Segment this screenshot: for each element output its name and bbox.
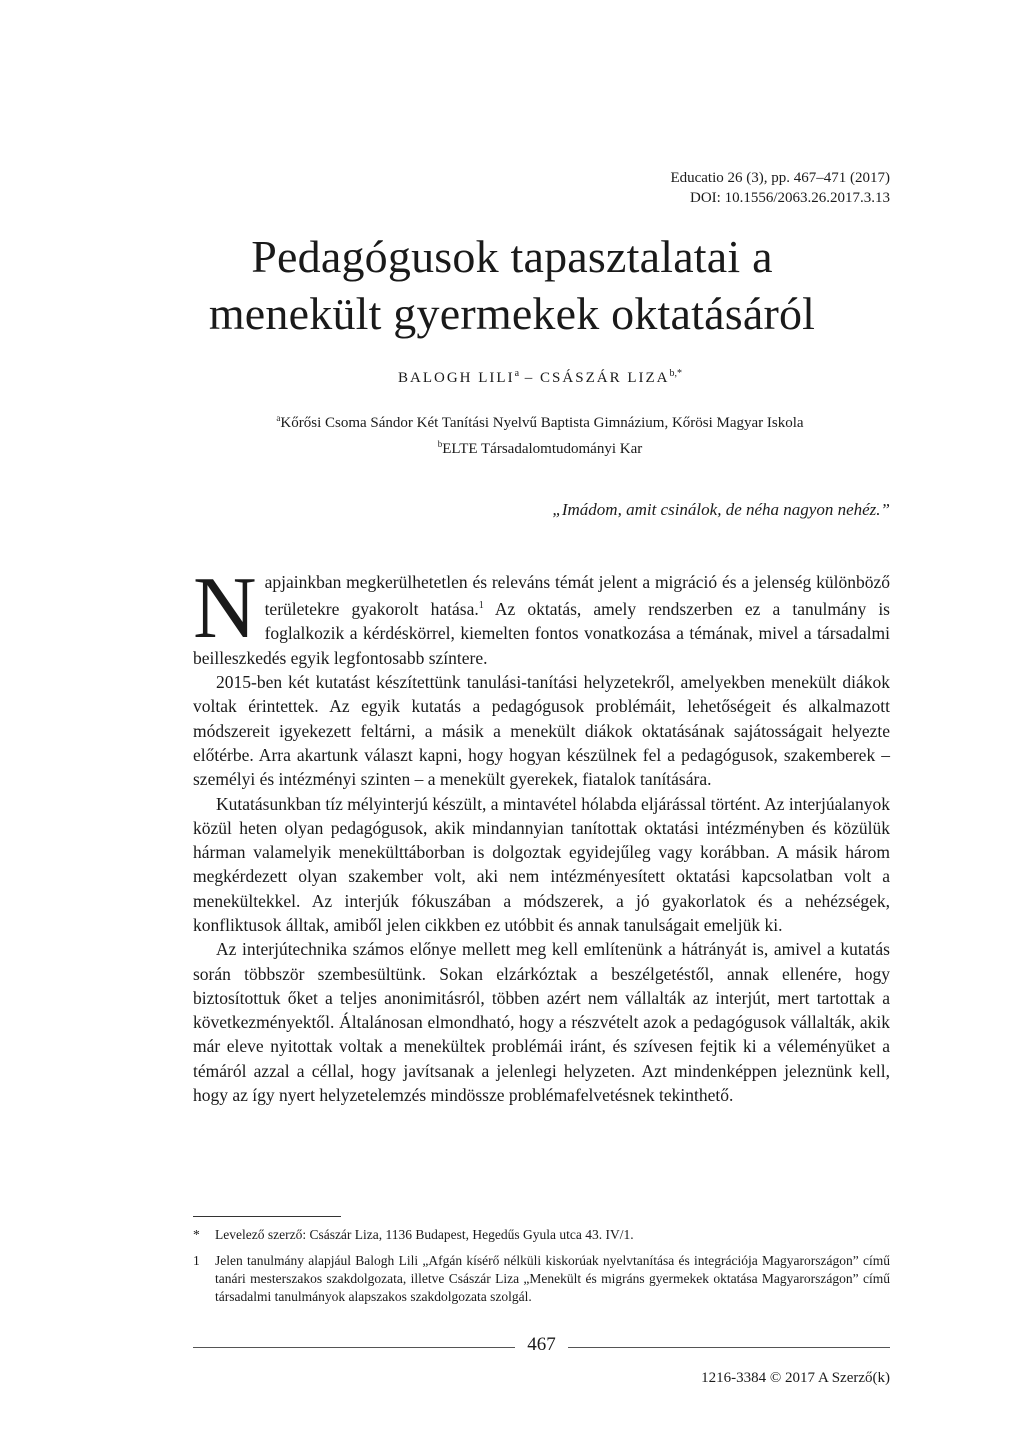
article-title-line-2: menekült gyermekek oktatásáról (208, 288, 816, 339)
affiliation-mark: a (276, 413, 281, 423)
body-paragraph: 2015-ben két kutatást készítettünk tanulási-tanítási helyzetekről, amelyekben menekült diákok voltak érintettek. Az egyik kutatás a pedagógusok problémáit, lehetőségeit és alkalmazott módszereit igyekezett feltárni, a másik a menekült diákok oktatásának sajátosságait helyezte előtérbe. Arra akartunk választ kapni, hogy hogyan készülnek fel a pedagógusok, szakemberek – személyi és intézményi szinten – a menekült gyerekek, fiatalok tanítására. (193, 672, 890, 790)
epigraph: „Imádom, amit csinálok, de néha nagyon nehéz.” (552, 500, 890, 519)
affiliation (0, 434, 1024, 460)
journal-header (670, 168, 890, 208)
body-paragraph: Kutatásunkban tíz mélyinterjú készült, a mintavétel hólabda eljárással történt. Az interjúalanyok közül heten olyan pedagógusok, akik mindannyian tanítottak oktatási intézményben és közülük hárman valamelyik menekülttáborban is dolgoztak egyidejűleg vagy korábban. A másik három megkérdezett olyan szakember volt, aki nem intézményesített oktatási kapcsolatban volt a menekültekkel. Az interjúk fókuszában a módszerek, a jó gyakorlatok és a nehézségek, konfliktusok álltak, amiből jelen cikkben ez utóbbit és annak tanulságait emeljük ki. (193, 793, 890, 935)
author-separator: – (519, 370, 541, 386)
article-body (193, 560, 890, 1107)
author-name: BALOGH LILI (398, 370, 515, 386)
drop-cap: N (193, 560, 257, 657)
journal-doi: DOI: 10.1556/2063.26.2017.3.13 (690, 190, 890, 206)
author-list (0, 368, 1024, 387)
page-number: 467 (527, 1334, 556, 1355)
author-affiliation-mark: a (514, 368, 520, 379)
affiliation-text: ELTE Társadalomtudományi Kar (442, 441, 643, 457)
affiliation-text: Kőrősi Csoma Sándor Két Tanítási Nyelvű Baptista Gimnázium, Kőrösi Magyar Iskola (280, 415, 804, 431)
footer-rule-left (193, 1347, 515, 1348)
journal-citation: Educatio 26 (3), pp. 467–471 (2017) (670, 170, 890, 186)
footnote-mark: * (193, 1227, 200, 1242)
footnote-divider (193, 1216, 341, 1217)
body-paragraph: Az interjútechnika számos előnye mellett meg kell említenünk a hátrányát is, amivel a kutatás során többször szembesültünk. Sokan elzárkóztak a beszélgetéstől, annak ellenére, hogy biztosítottuk őket a teljes anonimitásról, többen azért nem vállalták az interjút, mert tartottak a következményektől. Általánosan elmondható, hogy a részvételt azok a pedagógusok vállalták, akik már eleve nyitottak voltak a menekültek problémái iránt, és szívesen fejtik ki a véleményüket a témáról azzal a céllal, hogy javítsanak a jelenlegi helyzeten. Azt mindenképpen jeleznünk kell, hogy az így nyert helyzetelemzés mindössze problémafelvetésnek tekinthető. (193, 939, 890, 1106)
footnote-mark: 1 (193, 1253, 200, 1268)
footnote-text: Levelező szerző: Császár Liza, 1136 Budapest, Hegedűs Gyula utca 43. IV/1. (215, 1227, 634, 1242)
footnote-text: Jelen tanulmány alapjául Balogh Lili „Afgán kísérő nélküli kiskorúak nyelvtanítása és integrációja Magyarországon” című tanári mesterszakos szakdolgozata, illetve Császár Liza „Menekült és migráns gyermekek oktatása Magyarországon” című társadalmi tanulmányok alapszakos szakdolgozata szolgál. (215, 1253, 890, 1304)
paragraph-text: apjainkban megkerülhetetlen és releváns témát jelent a migráció és a jelenség különböző területekre gyakorolt hatása. (264, 572, 890, 620)
footnote-reference[interactable]: 1 (478, 600, 484, 612)
copyright-notice: 1216-3384 © 2017 A Szerző(k) (701, 1370, 890, 1386)
affiliations (0, 408, 1024, 460)
article-title-line-1: Pedagógusok tapasztalatai a (251, 231, 773, 282)
footer-rule-right (568, 1347, 890, 1348)
page-footer (193, 1334, 890, 1364)
author-name: CSÁSZÁR LIZA (540, 370, 670, 386)
article-title (0, 228, 1024, 342)
affiliation (0, 408, 1024, 434)
footnote (193, 1252, 890, 1306)
footnote (193, 1226, 890, 1244)
affiliation-mark: b (437, 439, 443, 449)
author-affiliation-mark: b,* (669, 368, 682, 379)
footnotes (193, 1226, 890, 1314)
paragraph-text: Az oktatás, amely rendszerben ez a tanulmány is foglalkozik a kérdéskörrel, kiemelten fontos vonatkozása a témának, mivel a társadalmi beilleszkedés egyik legfontosabb színtere. (193, 599, 890, 668)
body-paragraph (193, 560, 890, 670)
